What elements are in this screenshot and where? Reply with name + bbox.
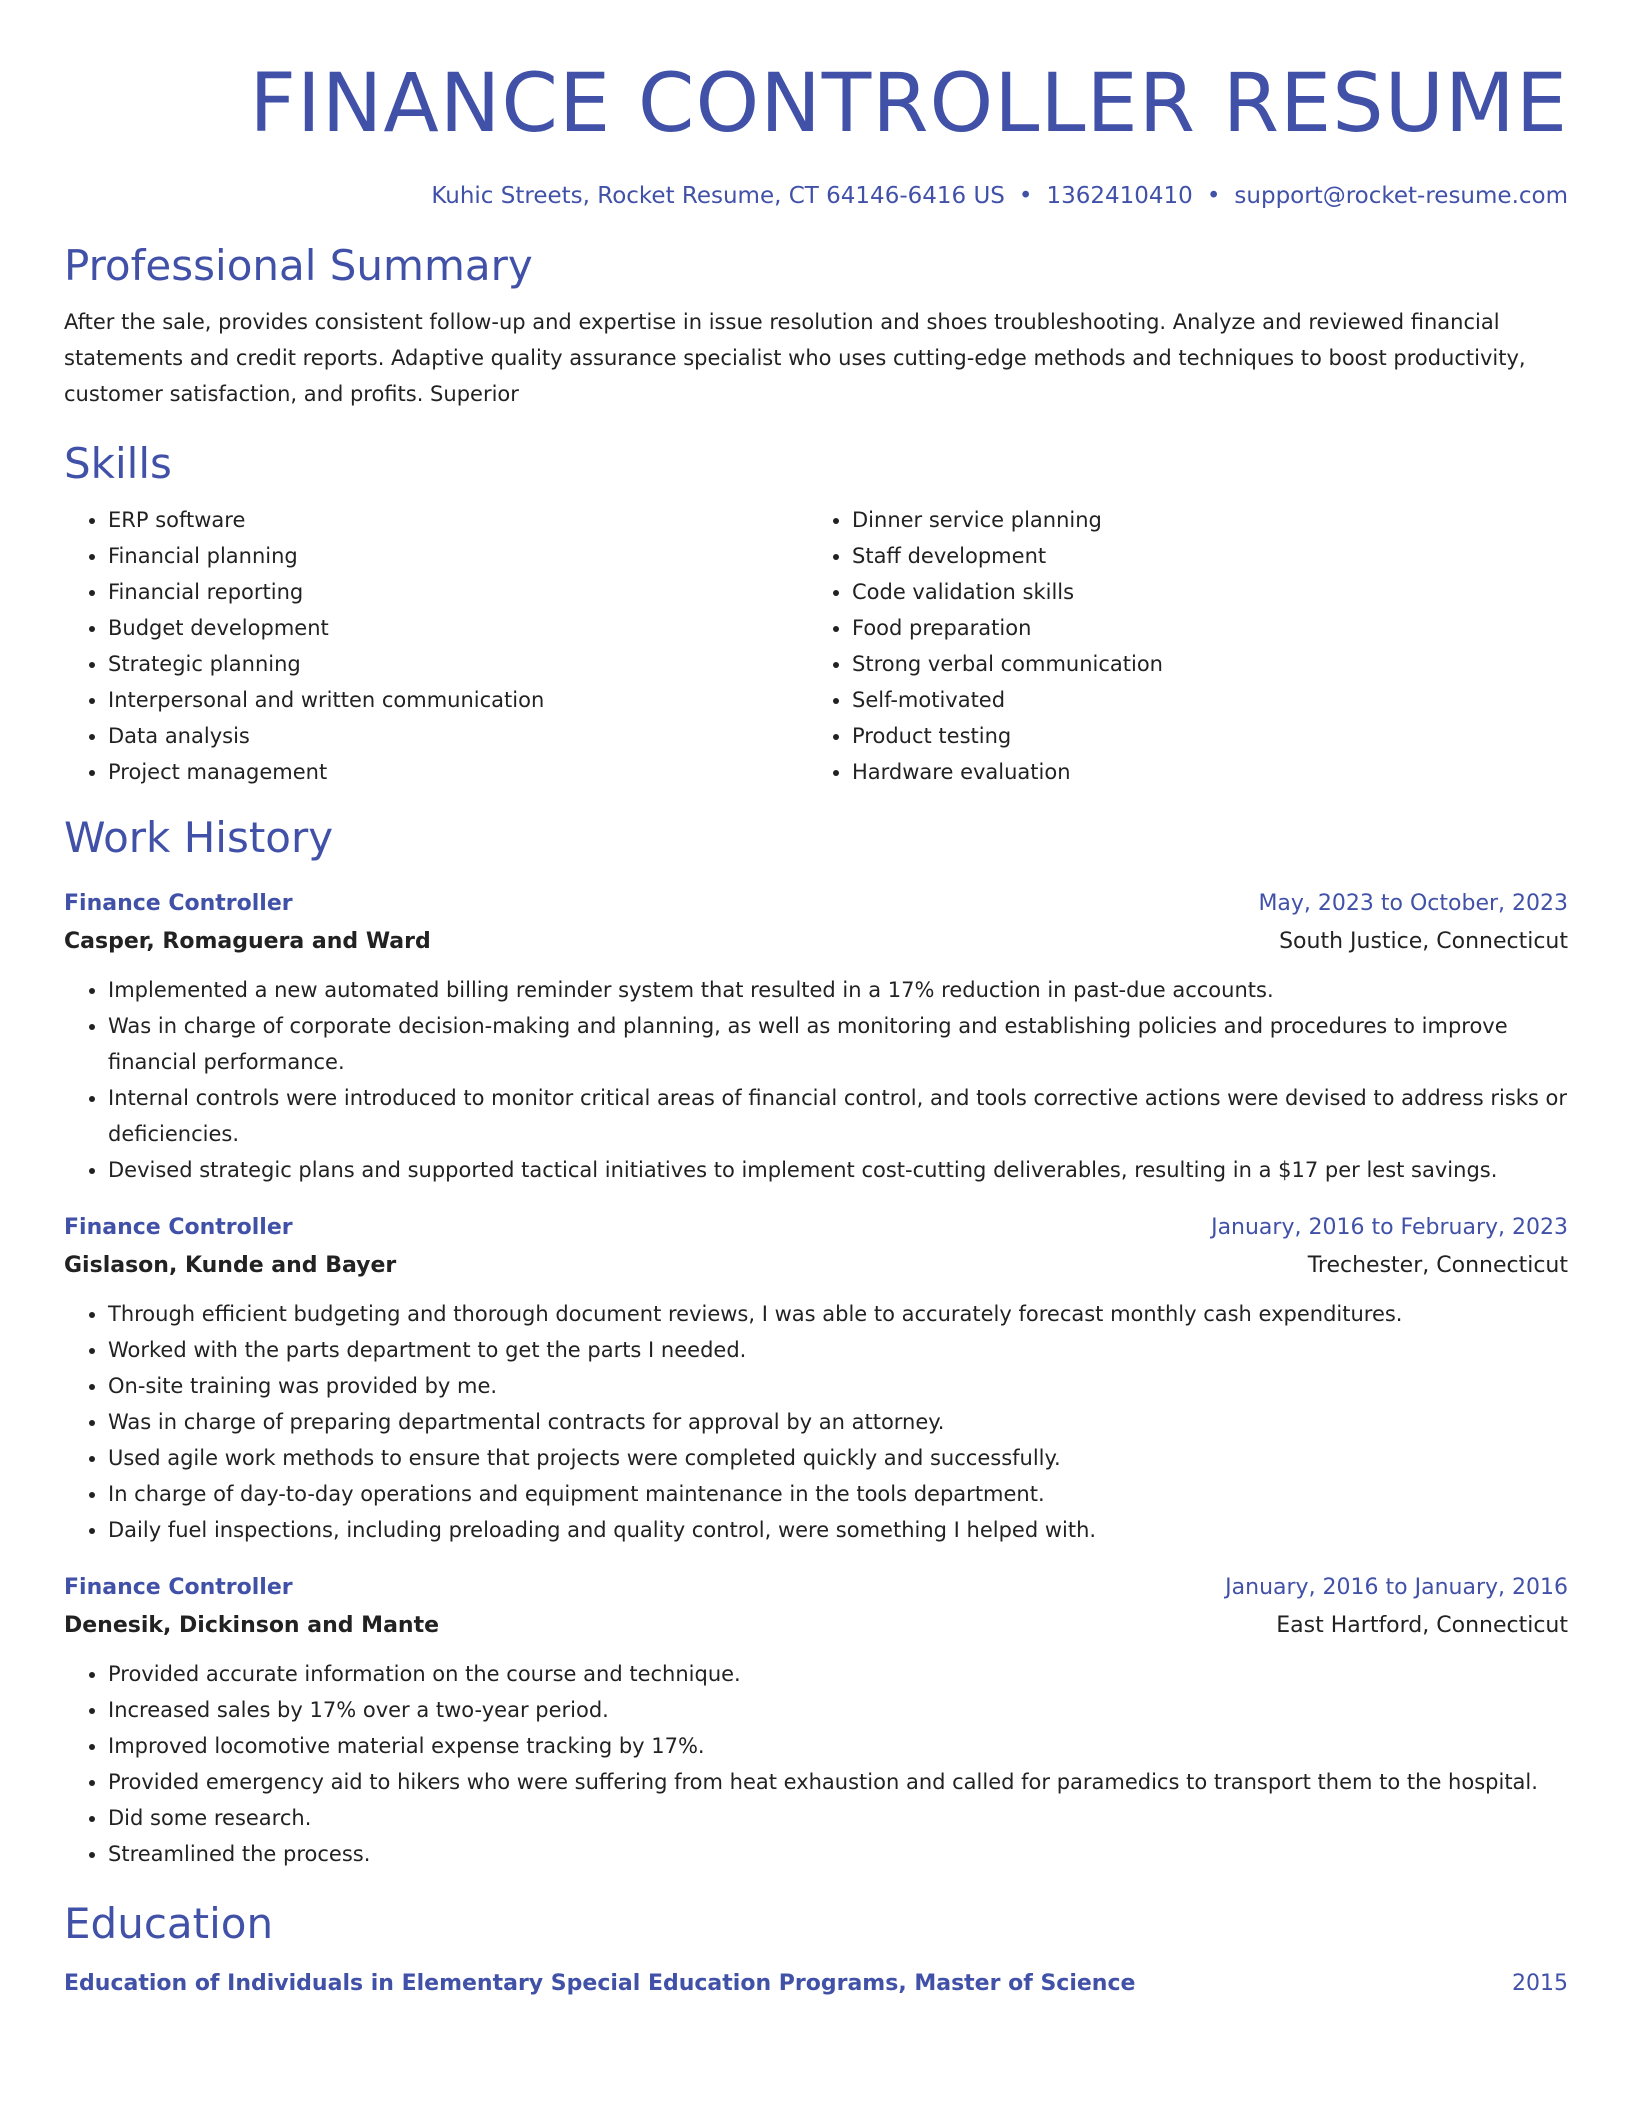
contact-line [64, 180, 1568, 212]
skill-item: • Food preparation [852, 610, 1552, 646]
job-title: Finance Controller [64, 1575, 293, 1600]
job-company: Gislason, Kunde and Bayer [64, 1253, 397, 1278]
skill-item: • Self-motivated [852, 682, 1552, 718]
job-bullet: • Was in charge of corporate decision-making and planning, as well as monitoring and establishing policies and procedures to improve financial performance. [108, 1008, 1568, 1080]
job-bullet: • Did some research. [108, 1800, 1568, 1836]
contact-separator: • [1018, 183, 1033, 209]
job-bullet: • On-site training was provided by me. [108, 1368, 1568, 1404]
job-dates: May, 2023 to October, 2023 [1258, 891, 1568, 916]
job-title: Finance Controller [64, 891, 293, 916]
work-history-heading: Work History [64, 813, 334, 862]
job-bullet: • Worked with the parts department to get the parts I needed. [108, 1332, 1568, 1368]
skill-item: • Budget development [108, 610, 808, 646]
skill-item: • Data analysis [108, 718, 808, 754]
job-bullets [64, 1296, 1568, 1548]
job-bullet: • Increased sales by 17% over a two-year period. [108, 1692, 1568, 1728]
contact-separator: • [1206, 183, 1221, 209]
job-bullet: • In charge of day-to-day operations and equipment maintenance in the tools department. [108, 1476, 1568, 1512]
job-bullet: • Was in charge of preparing departmental contracts for approval by an attorney. [108, 1404, 1568, 1440]
summary-text: After the sale, provides consistent follow-up and expertise in issue resolution and shoes troubleshooting. Analyze and reviewed financial statements and credit reports. Adaptive quality assurance specialist who uses cutting-edge methods and techniques to boost productivity, customer satisfaction, and profits. Superior [64, 310, 1526, 406]
job-bullets [64, 1656, 1568, 1872]
job-header-row [64, 1570, 1568, 1606]
skill-item: • Strong verbal communication [852, 646, 1552, 682]
job-company-row [64, 922, 1568, 962]
education-heading: Education [64, 1899, 274, 1948]
job-entry [64, 1210, 1568, 1548]
job-bullet: • Devised strategic plans and supported tactical initiatives to implement cost-cutting deliverables, resulting in a $17 per lest savings. [108, 1152, 1568, 1188]
job-location: South Justice, Connecticut [1279, 929, 1568, 954]
job-dates: January, 2016 to February, 2023 [1211, 1215, 1568, 1240]
education-degree: Education of Individuals in Elementary Special Education Programs, Master of Science [64, 1971, 1136, 1996]
job-location: East Hartford, Connecticut [1276, 1613, 1568, 1638]
job-header-row [64, 1210, 1568, 1246]
skill-item: • Strategic planning [108, 646, 808, 682]
job-bullet: • Streamlined the process. [108, 1836, 1568, 1872]
job-bullet: • Through efficient budgeting and thorough document reviews, I was able to accurately forecast monthly cash expenditures. [108, 1296, 1568, 1332]
job-dates: January, 2016 to January, 2016 [1225, 1575, 1568, 1600]
job-title: Finance Controller [64, 1215, 293, 1240]
skill-item: • Hardware evaluation [852, 754, 1552, 790]
job-bullet: • Implemented a new automated billing reminder system that resulted in a 17% reduction in past-due accounts. [108, 972, 1568, 1008]
job-bullets [64, 972, 1568, 1188]
education-entry [64, 1966, 1568, 2002]
job-bullet: • Provided accurate information on the course and technique. [108, 1656, 1568, 1692]
skill-item: • Interpersonal and written communication [108, 682, 808, 718]
education-year: 2015 [1512, 1971, 1568, 1996]
skills-column-left [64, 502, 808, 790]
job-bullet: • Provided emergency aid to hikers who were suffering from heat exhaustion and called for paramedics to transport them to the hospital. [108, 1764, 1568, 1800]
email-address: support@rocket-resume.com [1234, 183, 1568, 209]
job-header-row [64, 886, 1568, 922]
skills-column-right [808, 502, 1552, 790]
skills-list [64, 502, 1568, 790]
phone-number: 1362410410 [1046, 183, 1193, 209]
job-company-row [64, 1606, 1568, 1646]
skill-item: • Dinner service planning [852, 502, 1552, 538]
skill-item: • Code validation skills [852, 574, 1552, 610]
job-company: Denesik, Dickinson and Mante [64, 1613, 440, 1638]
skill-item: • Staff development [852, 538, 1552, 574]
job-location: Trechester, Connecticut [1307, 1253, 1568, 1278]
job-bullet: • Internal controls were introduced to monitor critical areas of financial control, and tools corrective actions were devised to address risks or deficiencies. [108, 1080, 1568, 1152]
job-company-row [64, 1246, 1568, 1286]
job-entry [64, 886, 1568, 1188]
skill-item: • Financial planning [108, 538, 808, 574]
job-entry [64, 1570, 1568, 1872]
skill-item: • Project management [108, 754, 808, 790]
skill-item: • Product testing [852, 718, 1552, 754]
job-bullet: • Daily fuel inspections, including preloading and quality control, were something I helped with. [108, 1512, 1568, 1548]
resume-title: FINANCE CONTROLLER RESUME [249, 57, 1568, 151]
address: Kuhic Streets, Rocket Resume, CT 64146-6416 US [431, 183, 1005, 209]
job-bullet: • Used agile work methods to ensure that projects were completed quickly and successfully. [108, 1440, 1568, 1476]
job-bullet: • Improved locomotive material expense tracking by 17%. [108, 1728, 1568, 1764]
skill-item: • ERP software [108, 502, 808, 538]
skill-item: • Financial reporting [108, 574, 808, 610]
summary-heading: Professional Summary [64, 241, 533, 290]
job-company: Casper, Romaguera and Ward [64, 929, 431, 954]
skills-heading: Skills [64, 439, 172, 488]
